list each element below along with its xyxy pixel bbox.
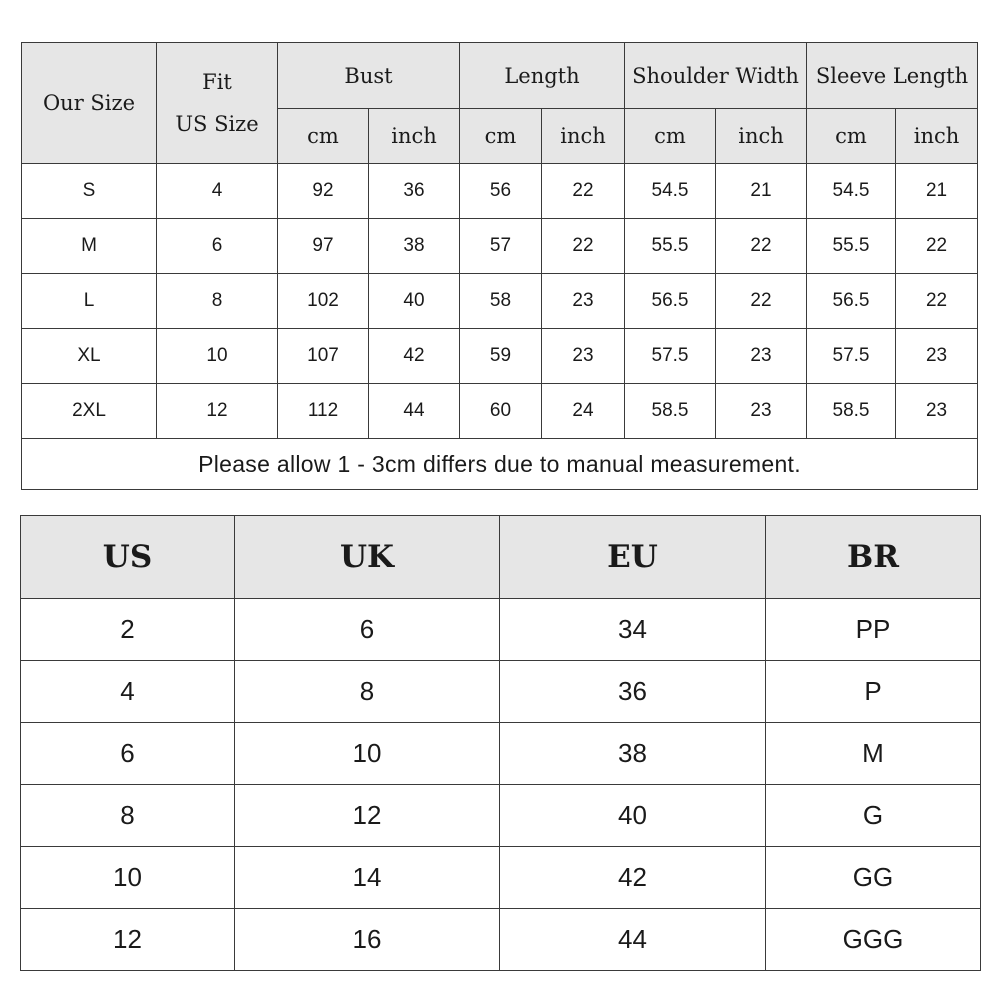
measurement-cell: 57	[460, 219, 542, 274]
conversion-row	[21, 909, 981, 971]
measurement-cell: 60	[460, 384, 542, 439]
unit-header: cm	[807, 109, 896, 164]
measurement-cell: 57.5	[807, 329, 896, 384]
measurement-cell: 2XL	[22, 384, 157, 439]
unit-header: inch	[542, 109, 625, 164]
conversion-cell: 16	[235, 909, 500, 971]
measurement-header-row	[22, 43, 978, 109]
conversion-cell: 10	[21, 847, 235, 909]
conversion-cell: 42	[500, 847, 766, 909]
measurement-cell: 22	[896, 219, 978, 274]
measurement-cell: 57.5	[625, 329, 716, 384]
conversion-cell: 38	[500, 723, 766, 785]
measurement-cell: 4	[157, 164, 278, 219]
conversion-cell: 44	[500, 909, 766, 971]
measurement-cell: 56.5	[807, 274, 896, 329]
measurement-cell: 44	[369, 384, 460, 439]
measurement-cell: 23	[716, 329, 807, 384]
conversion-cell: 10	[235, 723, 500, 785]
measurement-cell: 23	[716, 384, 807, 439]
conversion-row	[21, 785, 981, 847]
measurement-cell: 107	[278, 329, 369, 384]
conversion-cell: 2	[21, 599, 235, 661]
measurement-cell: 92	[278, 164, 369, 219]
eu-header: EU	[500, 516, 766, 599]
measurement-cell: 40	[369, 274, 460, 329]
conversion-cell: 14	[235, 847, 500, 909]
fit-header-line1: Fit	[202, 70, 232, 94]
length-header: Length	[460, 43, 625, 109]
measurement-cell: 102	[278, 274, 369, 329]
conversion-cell: P	[766, 661, 981, 723]
shoulder-width-header: Shoulder Width	[625, 43, 807, 109]
conversion-cell: G	[766, 785, 981, 847]
fit-us-size-header	[157, 43, 278, 164]
measurement-cell: 38	[369, 219, 460, 274]
measurement-cell: 36	[369, 164, 460, 219]
measurement-cell: 55.5	[625, 219, 716, 274]
conversion-row	[21, 599, 981, 661]
measurement-cell: 6	[157, 219, 278, 274]
conversion-cell: 6	[235, 599, 500, 661]
conversion-cell: PP	[766, 599, 981, 661]
our-size-header: Our Size	[22, 43, 157, 164]
measurement-cell: 22	[716, 274, 807, 329]
measurement-cell: 8	[157, 274, 278, 329]
measurement-cell: 22	[542, 219, 625, 274]
measurement-cell: 21	[896, 164, 978, 219]
measurement-note: Please allow 1 - 3cm differs due to manual measurement.	[22, 439, 978, 490]
uk-header: UK	[235, 516, 500, 599]
measurement-cell: 54.5	[625, 164, 716, 219]
measurement-row	[22, 384, 978, 439]
us-header: US	[21, 516, 235, 599]
sleeve-length-header: Sleeve Length	[807, 43, 978, 109]
br-header: BR	[766, 516, 981, 599]
conversion-cell: M	[766, 723, 981, 785]
unit-header: inch	[369, 109, 460, 164]
measurement-cell: M	[22, 219, 157, 274]
measurement-cell: XL	[22, 329, 157, 384]
measurement-cell: 23	[896, 384, 978, 439]
size-measurement-table	[21, 42, 978, 490]
conversion-cell: 4	[21, 661, 235, 723]
measurement-cell: 12	[157, 384, 278, 439]
measurement-cell: 24	[542, 384, 625, 439]
conversion-cell: 12	[21, 909, 235, 971]
measurement-note-row	[22, 439, 978, 490]
conversion-cell: 40	[500, 785, 766, 847]
measurement-cell: 21	[716, 164, 807, 219]
conversion-cell: 36	[500, 661, 766, 723]
conversion-row	[21, 723, 981, 785]
conversion-cell: GG	[766, 847, 981, 909]
conversion-cell: GGG	[766, 909, 981, 971]
conversion-header-row	[21, 516, 981, 599]
measurement-cell: 59	[460, 329, 542, 384]
measurement-row	[22, 329, 978, 384]
conversion-row	[21, 847, 981, 909]
measurement-cell: L	[22, 274, 157, 329]
conversion-cell: 8	[235, 661, 500, 723]
fit-header-line2: US Size	[175, 112, 259, 136]
conversion-cell: 12	[235, 785, 500, 847]
conversion-row	[21, 661, 981, 723]
measurement-cell: 97	[278, 219, 369, 274]
unit-header: cm	[460, 109, 542, 164]
measurement-cell: 58.5	[807, 384, 896, 439]
unit-header: cm	[278, 109, 369, 164]
measurement-row	[22, 164, 978, 219]
measurement-row	[22, 219, 978, 274]
measurement-cell: 56.5	[625, 274, 716, 329]
measurement-row	[22, 274, 978, 329]
conversion-cell: 6	[21, 723, 235, 785]
measurement-cell: 23	[542, 274, 625, 329]
conversion-cell: 34	[500, 599, 766, 661]
unit-header: cm	[625, 109, 716, 164]
measurement-cell: 22	[716, 219, 807, 274]
measurement-cell: 55.5	[807, 219, 896, 274]
measurement-cell: 22	[896, 274, 978, 329]
unit-header: inch	[896, 109, 978, 164]
size-conversion-table	[20, 515, 981, 971]
conversion-cell: 8	[21, 785, 235, 847]
measurement-cell: 10	[157, 329, 278, 384]
measurement-cell: 54.5	[807, 164, 896, 219]
measurement-cell: 23	[542, 329, 625, 384]
measurement-cell: S	[22, 164, 157, 219]
measurement-cell: 112	[278, 384, 369, 439]
measurement-cell: 58	[460, 274, 542, 329]
bust-header: Bust	[278, 43, 460, 109]
measurement-cell: 58.5	[625, 384, 716, 439]
measurement-cell: 22	[542, 164, 625, 219]
measurement-cell: 42	[369, 329, 460, 384]
measurement-cell: 56	[460, 164, 542, 219]
unit-header: inch	[716, 109, 807, 164]
measurement-cell: 23	[896, 329, 978, 384]
